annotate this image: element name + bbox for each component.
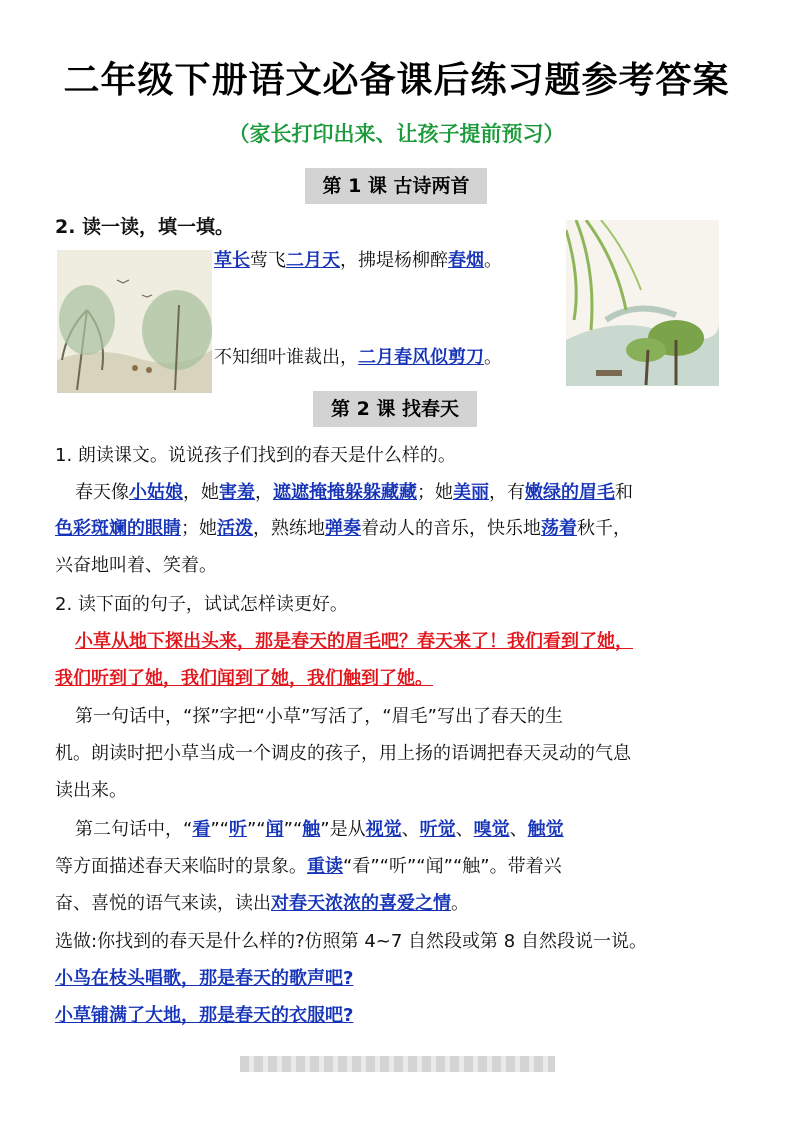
- answer-ting: 听: [228, 819, 247, 840]
- text: 秋千，: [577, 518, 631, 539]
- answer-dang-zhe: 荡着: [541, 518, 577, 539]
- analysis-2-line-3: [55, 891, 469, 917]
- answer-xi-ai-zhi-qing: 对春天浓浓的喜爱之情: [271, 893, 451, 914]
- spring-description-line-3: 兴奋地叫着、笑着。: [55, 555, 217, 576]
- key-sentence-line-2: 我们听到了她，我们闻到了她，我们触到了她。: [55, 668, 433, 689]
- poem-text: 莺飞: [250, 250, 286, 271]
- optional-question: 选做:你找到的春天是什么样的?仿照第 4~7 自然段或第 8 自然段说一说。: [55, 931, 647, 952]
- answer-ting-jue: 听觉: [419, 819, 456, 840]
- optional-answer-2: 小草铺满了大地，那是春天的衣服吧?: [55, 1005, 354, 1026]
- text: 。: [451, 893, 469, 914]
- poem-blank-jian-dao: 二月春风似剪刀: [358, 347, 484, 368]
- text: ，熟练地: [253, 518, 325, 539]
- answer-mei-li: 美丽: [453, 482, 489, 503]
- answer-shi-jue: 视觉: [365, 819, 402, 840]
- key-sentence-line-1: 小草从地下探出头来，那是春天的眉毛吧？春天来了！我们看到了她，: [75, 631, 633, 652]
- text: 等方面描述春天来临时的景象。: [55, 856, 307, 877]
- text: 、: [509, 819, 528, 840]
- spring-description-line-1: [75, 480, 633, 506]
- text: 、: [455, 819, 474, 840]
- lesson-2-question-1: 1. 朗读课文。说说孩子们找到的春天是什么样的。: [55, 445, 456, 466]
- optional-answer-1: 小鸟在枝头唱歌，那是春天的歌声吧?: [55, 968, 354, 989]
- poem-line-2: [214, 345, 502, 371]
- willow-landscape-painting-right: [566, 220, 719, 386]
- text: ”“: [246, 819, 266, 840]
- text: ”“: [283, 819, 303, 840]
- analysis-1-line-2: 机。朗读时把小草当成一个调皮的孩子，用上扬的语调把春天灵动的气息: [55, 743, 631, 764]
- poem-blank-chun-yan: 春烟: [448, 250, 484, 271]
- poem-text: 。: [484, 347, 502, 368]
- answer-huo-po: 活泼: [217, 518, 253, 539]
- spring-description-line-2: [55, 516, 631, 542]
- answer-yan-jing: 色彩斑斓的眼睛: [55, 518, 181, 539]
- text: 着动人的音乐，快乐地: [361, 518, 541, 539]
- text: ，她: [183, 482, 219, 503]
- text: ”“: [210, 819, 229, 840]
- answer-hai-xiu: 害羞: [219, 482, 255, 503]
- text: 第二句话中，“: [75, 819, 193, 840]
- poem-line-1: [214, 248, 502, 274]
- answer-xiao-gu-niang: 小姑娘: [129, 482, 183, 503]
- text: ；她: [417, 482, 453, 503]
- answer-wen: 闻: [265, 819, 284, 840]
- poem-blank-er-yue-tian: 二月天: [286, 250, 340, 271]
- lesson-2-question-2: 2. 读下面的句子，试试怎样读更好。: [55, 594, 348, 615]
- answer-nen-lv-mei-mao: 嫩绿的眉毛: [525, 482, 615, 503]
- lesson-1-question-2: 2. 读一读，填一填。: [55, 216, 235, 238]
- lesson-1-heading: 第 1 课 古诗两首: [305, 168, 487, 204]
- analysis-1-line-3: 读出来。: [55, 780, 127, 801]
- analysis-2-line-1: [75, 817, 564, 843]
- poem-text: ，拂堤杨柳醉: [340, 250, 448, 271]
- blurred-watermark: [240, 1056, 555, 1072]
- willow-landscape-painting-left: [57, 250, 212, 393]
- answer-zhong-du: 重读: [307, 856, 343, 877]
- page-subtitle: （家长打印出来、让孩子提前预习）: [228, 122, 565, 146]
- text: ”是从: [320, 819, 366, 840]
- poem-blank-cao-zhang: 草长: [214, 250, 250, 271]
- answer-xiu-jue: 嗅觉: [473, 819, 510, 840]
- answer-tan-zou: 弹奏: [325, 518, 361, 539]
- text: ，: [255, 482, 273, 503]
- text: ，有: [489, 482, 525, 503]
- page-title: 二年级下册语文必备课后练习题参考答案: [63, 60, 730, 101]
- lesson-2-heading: 第 2 课 找春天: [313, 391, 477, 427]
- answer-chu: 触: [302, 819, 321, 840]
- analysis-2-line-2: [55, 854, 562, 880]
- text: 、: [401, 819, 420, 840]
- text: 和: [615, 482, 633, 503]
- text: 春天像: [75, 482, 129, 503]
- text: ；她: [181, 518, 217, 539]
- answer-kan: 看: [192, 819, 211, 840]
- poem-text: 。: [484, 250, 502, 271]
- answer-zhe-zhe-yan-yan: 遮遮掩掩躲躲藏藏: [273, 482, 417, 503]
- text: 奋、喜悦的语气来读，读出: [55, 893, 271, 914]
- analysis-1-line-1: 第一句话中，“探”字把“小草”写活了，“眉毛”写出了春天的生: [75, 706, 563, 727]
- answer-chu-jue: 触觉: [527, 819, 564, 840]
- text: “看”“听”“闻”“触”。带着兴: [343, 856, 562, 877]
- poem-text: 不知细叶谁裁出，: [214, 347, 358, 368]
